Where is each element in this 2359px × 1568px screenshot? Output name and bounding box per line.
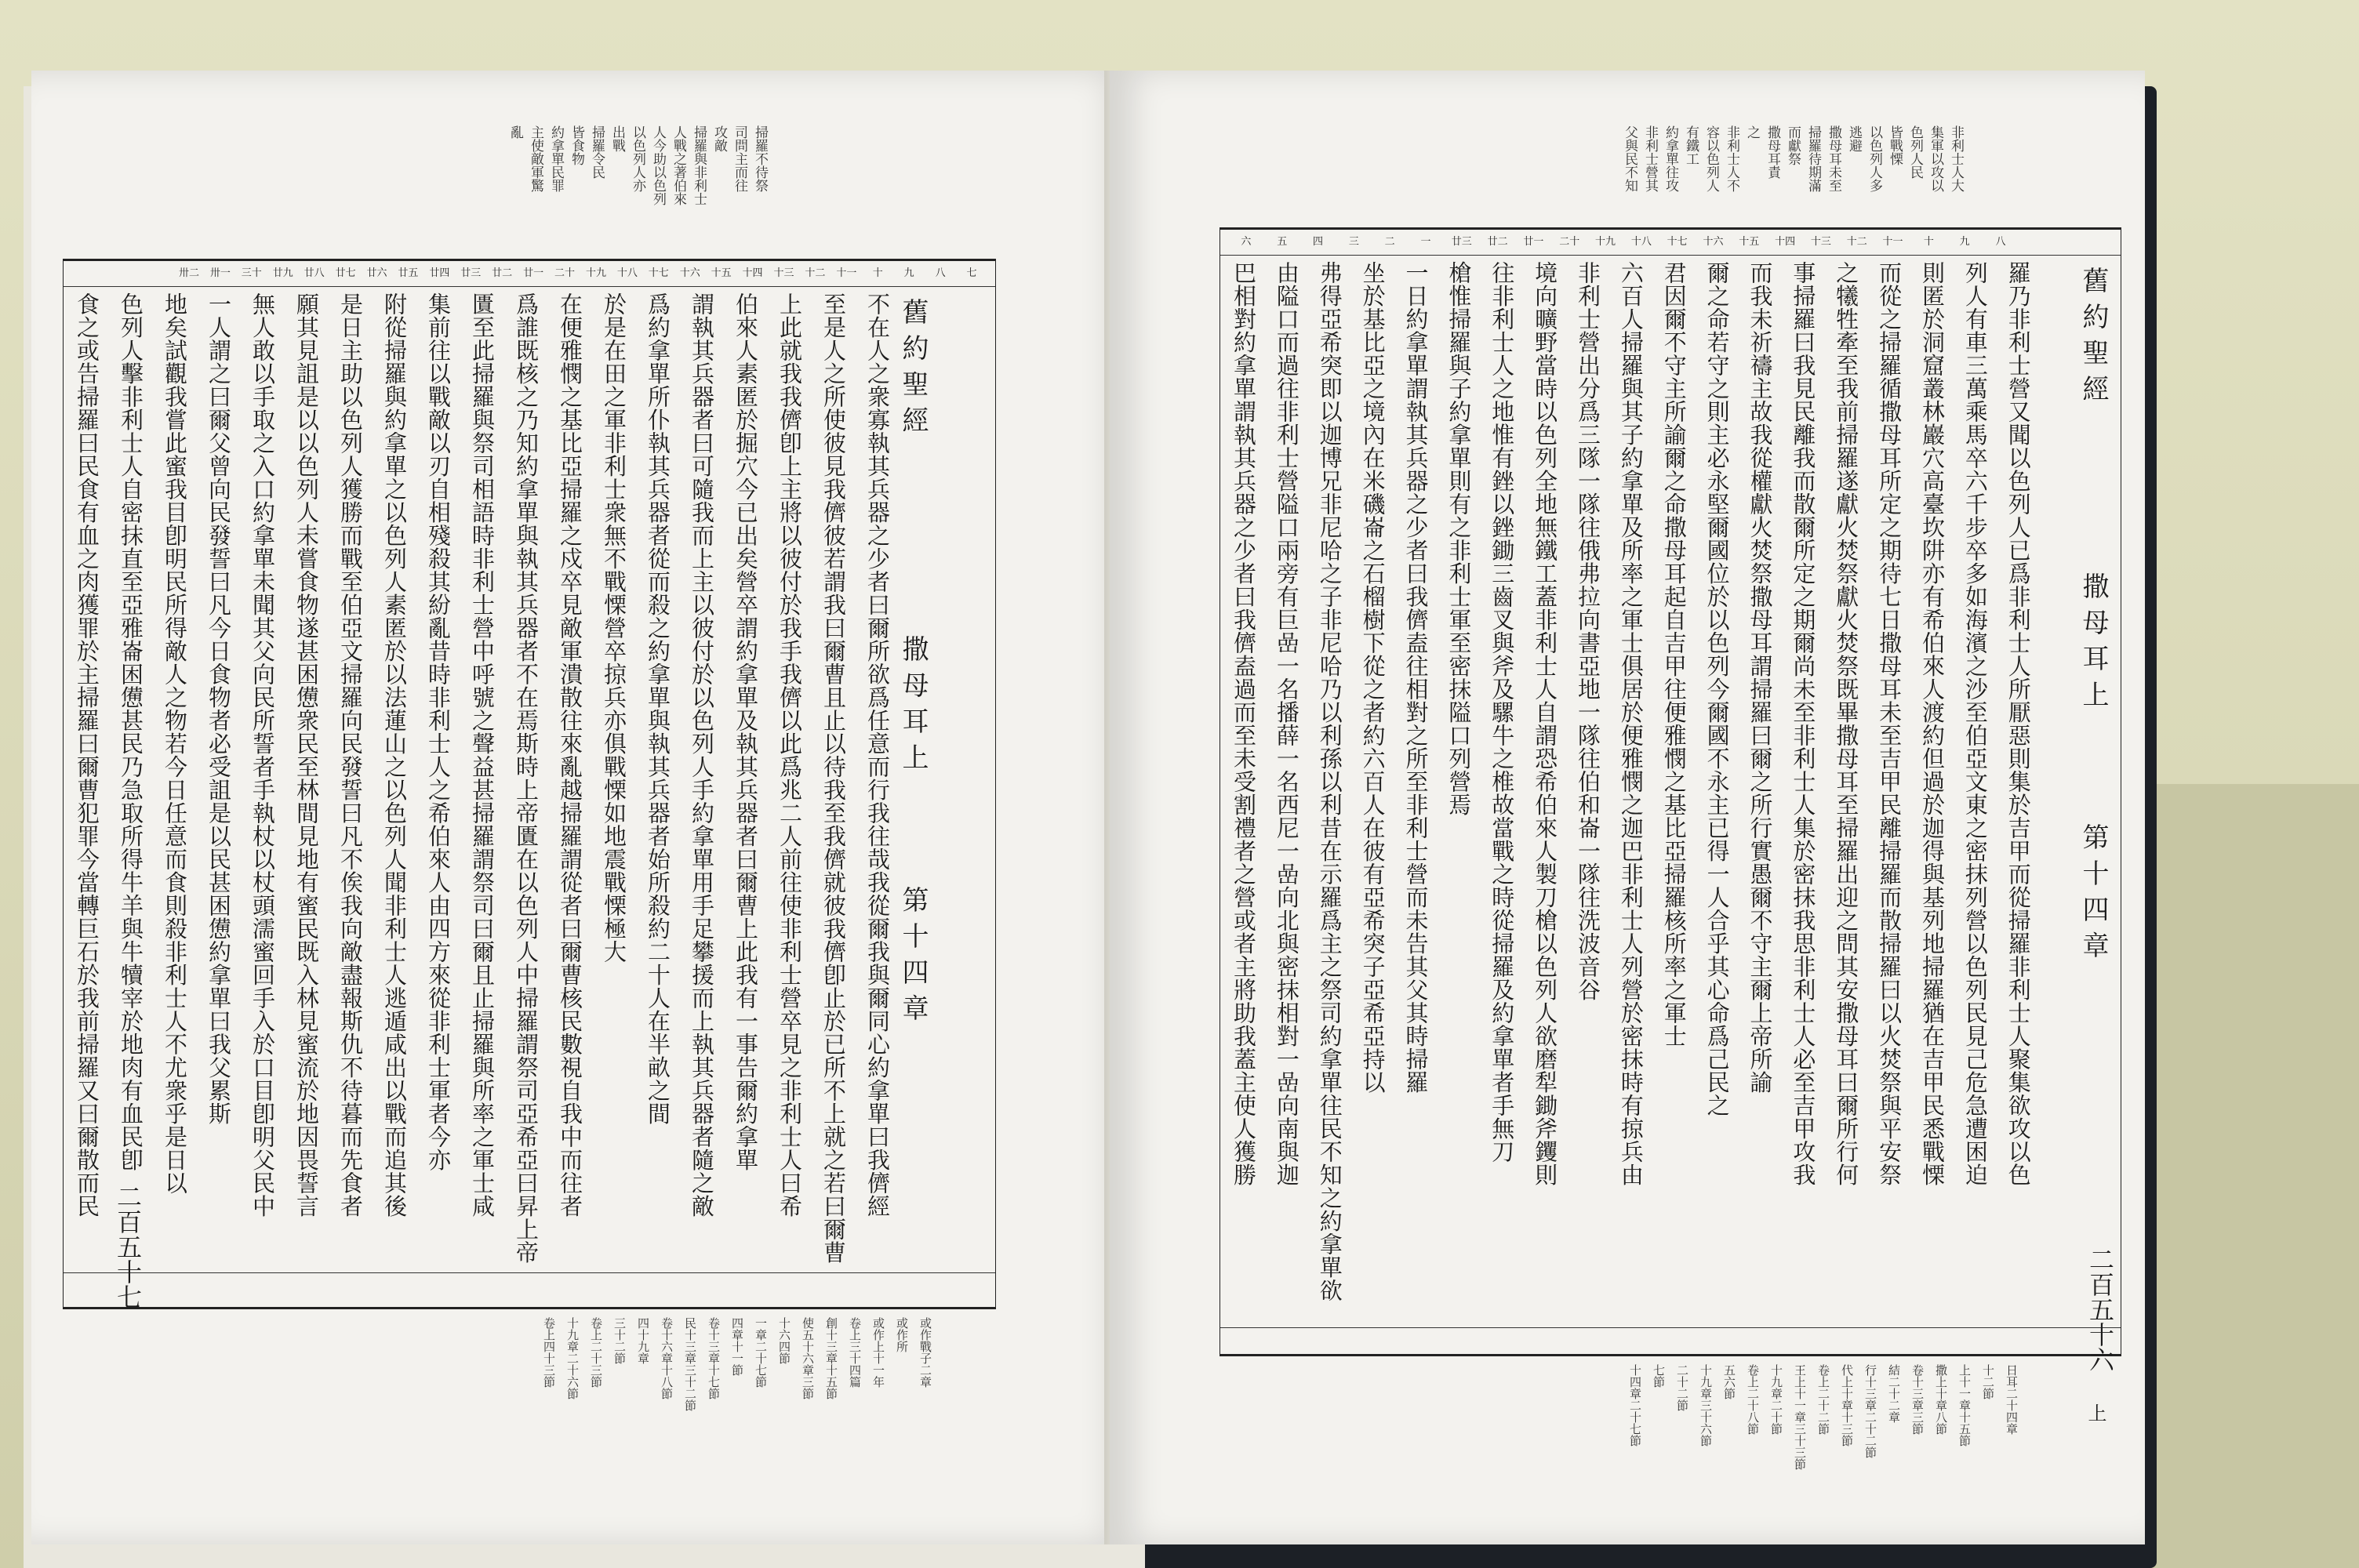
line-number: 九	[903, 267, 914, 279]
text-column: 地矣試觀我嘗此蜜我目卽明民所得敵人之物若今日任意而食則殺非利士人不尤衆乎是日以	[162, 292, 188, 1195]
line-number: 廿九	[272, 267, 293, 279]
line-number: 七	[966, 267, 977, 279]
line-number: 十九	[1595, 236, 1616, 248]
marginal-note: 卷上二十二節	[1816, 1364, 1830, 1435]
text-column: 君因爾不守主所諭爾之命撒母耳起自吉甲往便雅憫之基比亞掃羅核所率之軍士	[1660, 261, 1688, 1047]
headnote: 之	[1744, 125, 1760, 139]
right-book-name: 撒母耳上	[2077, 572, 2109, 717]
left-chapter: 第十四章	[897, 886, 929, 1030]
line-number: 十三	[1810, 236, 1831, 248]
text-column: 匱至此掃羅與祭司相語時非利士營中呼號之聲益甚掃羅謂祭司曰爾且止掃羅與所率之軍士咸	[469, 292, 496, 1218]
line-number: 十二	[1846, 236, 1867, 248]
line-number: 十	[1923, 236, 1934, 248]
line-number: 八	[935, 267, 946, 279]
right-chapter: 第十四章	[2077, 823, 2109, 967]
marginal-note: 卷上三十四篇	[848, 1317, 862, 1388]
headnote: 主使敵軍驚	[528, 125, 543, 192]
line-number: 十	[872, 267, 883, 279]
marginal-note: 十九章三十六節	[1699, 1364, 1713, 1446]
text-column: 上此就我我儕卽上主將以彼付於我手我儕以此爲兆二人前往使非利士營卒見之非利士人曰希	[776, 292, 803, 1218]
text-column: 巴相對約拿單謂執其兵器之少者曰我儕盍過而至未受割禮者之營或者主將助我蓋主使人獲勝	[1230, 261, 1257, 1186]
text-column: 是日主助以色列人獲勝而戰至伯亞文掃羅向民發誓曰凡不俟我向敵盡報斯仇不待暮而先食者	[337, 292, 364, 1218]
open-book	[24, 55, 2298, 1568]
left-running-title: 舊約聖經	[897, 298, 929, 442]
line-number: 十七	[648, 267, 669, 279]
line-number: 十八	[1630, 236, 1652, 248]
marginal-note: 卷上二十三節	[589, 1317, 603, 1388]
left-text-frame	[63, 259, 996, 1309]
line-number: 十四	[1775, 236, 1796, 248]
right-corner-mark: 上	[2085, 1403, 2106, 1422]
line-number: 八	[1995, 236, 2006, 248]
marginal-note: 卷十六章十八節	[660, 1317, 674, 1399]
line-number: 十八	[616, 267, 638, 279]
headnote: 人今助以色列	[650, 125, 666, 205]
headnote: 掃羅與非利士	[691, 125, 707, 205]
text-column: 往非利士人之地惟有銼以銼鋤三齒叉與斧及騾牛之椎故當戰之時從掃羅及約拿單者手無刀	[1488, 261, 1516, 1163]
text-column: 羅乃非利士營又聞以色列人已爲非利士人所厭惡則集於吉甲而從掃羅非利士人聚集欲攻以色	[2005, 261, 2032, 1186]
headnote: 人戰之著伯來	[671, 125, 686, 205]
marginal-note: 四章十一節	[730, 1317, 744, 1376]
right-text-frame	[1219, 227, 2121, 1356]
text-column: 由隘口而過往非利士營隘口兩旁有巨嵒一名播薛一名西尼一嵒向北與密抹相對一嵒向南與迦	[1273, 261, 1300, 1186]
headnote: 掃羅不待祭	[752, 125, 768, 192]
marginal-note: 日耳二十四章	[2005, 1364, 2019, 1435]
headnote: 司問主而往	[732, 125, 747, 192]
right-running-title: 舊約聖經	[2077, 267, 2109, 411]
marginal-note: 一章二十七節	[754, 1317, 768, 1388]
marginal-note: 民十三章三十二節	[683, 1317, 697, 1411]
line-number: 十一	[836, 267, 857, 279]
right-marginal-notes	[1235, 1364, 2019, 1537]
text-column: 列人有車三萬乘馬卒六千步卒多如海濱之沙至伯亞文東之密抹列營以色列民見己危急遭困迫	[1961, 261, 1989, 1186]
line-number: 廿二	[1487, 236, 1508, 248]
line-number: 十二	[805, 267, 826, 279]
text-column: 爾之命若守之則主必永堅爾國位於以色列今爾國不永主已得一人合乎其心命爲己民之	[1703, 261, 1731, 1117]
line-number: 廿三	[1451, 236, 1472, 248]
line-number: 二十	[554, 267, 576, 279]
headnote: 非利士人大	[1948, 125, 1964, 192]
marginal-note: 三十二節	[612, 1317, 627, 1364]
marginal-note: 二十二節	[1675, 1364, 1689, 1411]
text-column: 一日約拿單謂執其兵器之少者曰我儕盍往相對之所至非利士營而未告其父其時掃羅	[1402, 261, 1430, 1094]
marginal-note: 撒上十章八節	[1934, 1364, 1948, 1435]
headnote: 掃羅令民	[589, 125, 605, 179]
line-number: 九	[1959, 236, 1970, 248]
marginal-note: 行十三章二十二節	[1863, 1364, 1877, 1458]
marginal-note: 使五十六章三節	[801, 1317, 815, 1399]
line-number: 廿五	[398, 267, 419, 279]
line-number: 五	[1277, 236, 1288, 248]
line-number: 廿六	[366, 267, 387, 279]
headnote: 容以色列人	[1703, 125, 1719, 192]
line-number: 二十	[1559, 236, 1580, 248]
text-column: 之犧牲牽至我前掃羅遂獻火焚祭獻火焚祭既畢撒母耳至掃羅出迎之問其安撒母耳曰爾所行何	[1833, 261, 1860, 1186]
headnote: 以色列人亦	[630, 125, 645, 192]
right-page	[1110, 71, 2145, 1544]
line-number: 十一	[1882, 236, 1903, 248]
text-column: 不在人之衆寡執其兵器之少者曰爾所欲爲任意而行我往哉我從爾我與爾同心約拿單曰我儕經	[864, 292, 891, 1218]
left-line-numbers	[64, 264, 995, 279]
headnote: 有鐵工	[1683, 125, 1699, 165]
marginal-note: 五六節	[1722, 1364, 1736, 1399]
marginal-note: 卷上四十三節	[542, 1317, 556, 1388]
line-number: 四	[1313, 236, 1324, 248]
left-headnotes	[329, 125, 769, 267]
headnote: 集軍以攻以	[1928, 125, 1943, 192]
left-book-name: 撒母耳上	[897, 635, 929, 779]
headnote: 掃羅待期滿	[1805, 125, 1821, 192]
marginal-note: 王上十一章三十三節	[1793, 1364, 1807, 1470]
text-column: 事掃羅曰我見民離我而散爾所定之期爾尚未至非利士人集於密抹我思非利士人必至吉甲攻我	[1790, 261, 1817, 1186]
left-marginal-notes	[149, 1317, 933, 1497]
headnote: 而獻祭	[1785, 125, 1801, 165]
headnote: 色列人民	[1907, 125, 1923, 179]
line-number: 十六	[679, 267, 700, 279]
marginal-note: 十九章二十節	[1769, 1364, 1783, 1435]
text-column: 伯來人素匿於掘穴今已出矣營卒謂約拿單及執其兵器者曰爾曹上此我有一事告爾約拿單	[732, 292, 759, 1171]
headnote: 攻敵	[711, 125, 727, 152]
headnote: 皆戰慄	[1887, 125, 1903, 165]
right-body-text	[1228, 261, 2034, 1319]
line-number: 廿一	[1523, 236, 1544, 248]
text-column: 爲誰既核之乃知約拿單與執其兵器者不在焉斯時上帝匱在以色列人中掃羅謂祭司亞希亞曰昇上帝	[513, 292, 540, 1264]
text-column: 附從掃羅與約拿單之以色列人素匿於以法蓮山之以色列人聞非利士人逃遁咸出以戰而追其後	[381, 292, 408, 1218]
left-body-text	[71, 292, 893, 1265]
marginal-note: 卷十三章三節	[1910, 1364, 1925, 1435]
right-page-number: 二百五十六	[2085, 1247, 2115, 1372]
marginal-note: 七節	[1652, 1364, 1666, 1388]
line-number: 廿八	[304, 267, 325, 279]
text-column: 爲約拿單所仆執其兵器者從而殺之約拿單與執其兵器者始所殺約二十人在半畝之間	[645, 292, 671, 1125]
marginal-note: 四十九章	[636, 1317, 650, 1364]
text-column: 謂執其兵器者曰可隨我而上主以彼付於以色列人手約拿單用手足攀援而上執其兵器者隨之敵	[689, 292, 715, 1218]
line-number: 卅一	[209, 267, 231, 279]
line-number: 卅二	[178, 267, 199, 279]
line-number: 廿三	[460, 267, 482, 279]
marginal-note: 或作所	[895, 1317, 909, 1352]
line-number: 二	[1384, 236, 1395, 248]
headnote: 非利士營其	[1642, 125, 1658, 192]
marginal-note: 或作戰子二章	[918, 1317, 932, 1388]
text-column: 食之或告掃羅曰民食有血之肉獲罪於主掃羅曰爾曹犯罪今當轉巨石於我前掃羅又曰爾散而民	[74, 292, 100, 1218]
text-column: 集前往以戰敵以刃自相殘殺其紛亂昔時非利士人之希伯來人由四方來從非利士軍者今亦	[425, 292, 452, 1171]
text-column: 色列人擊非利士人自密抹直至亞雅崙困憊甚民乃急取所得牛羊與牛犢宰於地肉有血民卽	[118, 292, 144, 1171]
marginal-note: 卷上二十八節	[1746, 1364, 1760, 1435]
text-column: 而我未祈禱主故我從權獻火焚祭撒母耳謂掃羅曰爾之所行實愚爾不守主爾上帝所諭	[1747, 261, 1774, 1094]
marginal-note: 十二節	[1981, 1364, 1995, 1399]
headnote: 出戰	[609, 125, 625, 152]
left-page-number: 二百五十七	[113, 1184, 143, 1309]
marginal-note: 卷十三章十七節	[707, 1317, 721, 1399]
headnote: 約拿單民罪	[548, 125, 564, 192]
line-number: 廿七	[335, 267, 356, 279]
text-column: 槍惟掃羅與子約拿單則有之非利士軍至密抹隘口列營焉	[1445, 261, 1473, 816]
line-number: 十三	[773, 267, 794, 279]
text-column: 弗得亞希突即以迦博兄非尼哈之子非尼哈乃以利孫以利昔在示羅爲主之祭司約拿單往民不知之約拿單欲	[1316, 261, 1343, 1302]
marginal-note: 十九章二十六節	[565, 1317, 580, 1399]
text-column: 六百人掃羅與其子約拿單及所率之軍士俱居於便雅憫之迦巴非利士人列營於密抹時有掠兵由	[1617, 261, 1645, 1186]
right-line-numbers	[1220, 233, 2121, 248]
line-number: 十七	[1667, 236, 1688, 248]
text-column: 非利士營出分爲三隊一隊往俄弗拉向書亞地一隊往伯和崙一隊往洗波音谷	[1575, 261, 1601, 1001]
headnote: 逃避	[1846, 125, 1862, 152]
line-number: 十六	[1703, 236, 1724, 248]
text-column: 無人敢以手取之入口約拿單未聞其父向民所誓者手執杖以杖頭濡蜜回手入於口目卽明父民中	[249, 292, 276, 1218]
line-number: 三十	[241, 267, 262, 279]
text-column: 坐於基比亞之境內在米磯崙之石榴樹下從之者約六百人在彼有亞希突子亞希亞持以	[1359, 261, 1387, 1094]
marginal-note: 或作上十一年	[871, 1317, 885, 1388]
text-column: 則匿於洞窟叢林巖穴高臺坎阱亦有希伯來人渡約但過於迦得與基列地掃羅猶在吉甲民悉戰慄	[1919, 261, 1946, 1186]
marginal-note: 十四章二十七節	[1628, 1364, 1642, 1446]
marginal-note: 創十三章十五節	[824, 1317, 838, 1399]
line-number: 廿四	[429, 267, 450, 279]
headnote: 以色列人多	[1866, 125, 1882, 192]
line-number: 十五	[711, 267, 732, 279]
text-column: 而從之掃羅循撒母耳所定之期待七日撒母耳未至吉甲民離掃羅而散掃羅曰以火焚祭與平安祭	[1876, 261, 1903, 1186]
marginal-note: 代上十章十三節	[1840, 1364, 1854, 1446]
headnote: 撒母耳未至	[1826, 125, 1841, 192]
headnote: 皆食物	[569, 125, 584, 165]
marginal-note: 十六四節	[777, 1317, 791, 1364]
marginal-note: 上十一章十五節	[1957, 1364, 1972, 1446]
headnote: 亂	[507, 125, 523, 139]
line-number: 十五	[1739, 236, 1760, 248]
text-column: 至是人之所使彼見我儕彼若謂我曰爾曹且止以待我至我儕就彼我儕卽止於已所不上就之若曰爾曹	[820, 292, 847, 1264]
headnote: 約拿單往攻	[1663, 125, 1678, 192]
line-number: 三	[1348, 236, 1359, 248]
line-number: 六	[1241, 236, 1252, 248]
text-column: 一人謂之曰爾父曾向民發誓曰凡今日食物者必受詛是以民甚困憊約拿單曰我父累斯	[205, 292, 232, 1125]
headnote: 撒母耳責	[1765, 125, 1780, 179]
line-number: 十四	[742, 267, 763, 279]
line-number: 廿二	[492, 267, 513, 279]
text-column: 境向曠野當時以色列全地無鐵工蓋非利士人自謂恐希伯來人製刀槍以色列人欲磨犁鋤斧钁則	[1532, 261, 1559, 1186]
headnote: 非利士人不	[1724, 125, 1739, 192]
line-number: 十九	[585, 267, 606, 279]
line-number: 一	[1420, 236, 1431, 248]
text-column: 願其見詛是以以色列人未嘗食物遂甚困憊衆民至林間見地有蜜民既入林見蜜流於地因畏誓言	[293, 292, 320, 1218]
left-page	[31, 71, 1133, 1544]
line-number: 廿一	[523, 267, 544, 279]
text-column: 在便雅憫之基比亞掃羅之戍卒見敵軍潰散往來亂越掃羅謂從者曰爾曹核民數視自我中而往者	[557, 292, 583, 1218]
marginal-note: 結二十二章	[1887, 1364, 1901, 1423]
text-column: 於是在田之軍非利士衆無不戰慄營卒掠兵亦俱戰慄如地震戰慄極大	[601, 292, 627, 964]
headnote: 父與民不知	[1622, 125, 1637, 192]
